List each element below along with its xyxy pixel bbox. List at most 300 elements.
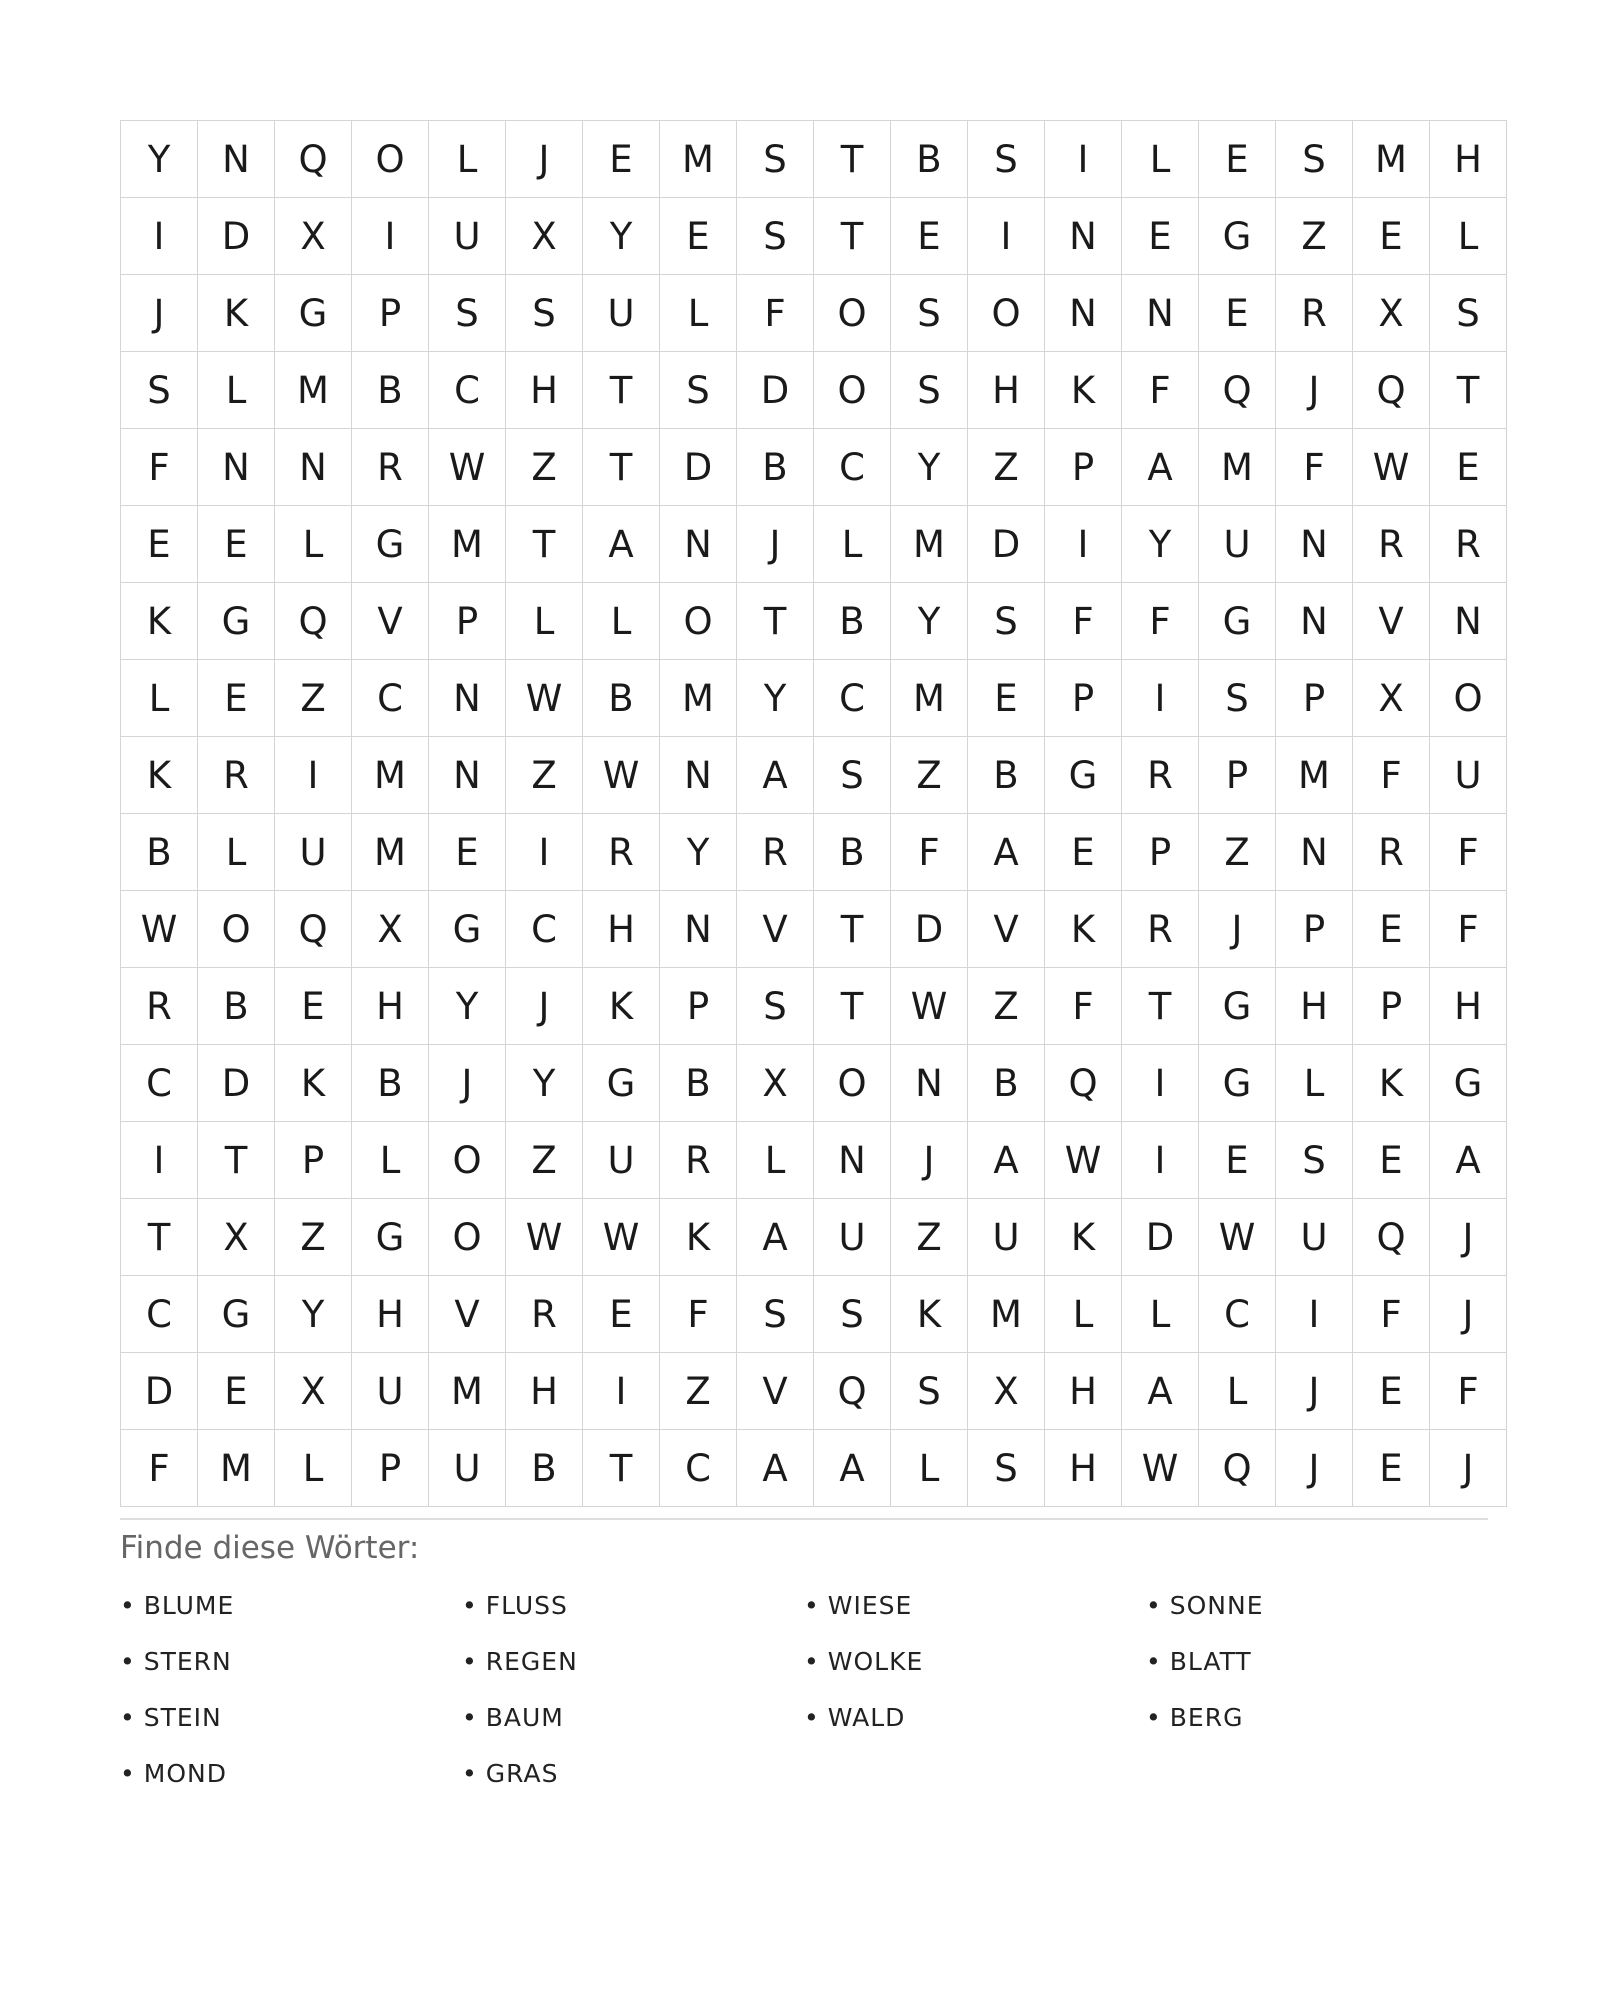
grid-cell[interactable]: K xyxy=(1045,352,1122,429)
grid-cell[interactable]: J xyxy=(1430,1430,1507,1507)
grid-cell[interactable]: P xyxy=(352,1430,429,1507)
grid-cell[interactable]: T xyxy=(121,1199,198,1276)
grid-cell[interactable]: M xyxy=(1353,121,1430,198)
grid-cell[interactable]: N xyxy=(814,1122,891,1199)
grid-cell[interactable]: K xyxy=(198,275,275,352)
grid-cell[interactable]: A xyxy=(737,1430,814,1507)
grid-cell[interactable]: V xyxy=(352,583,429,660)
grid-cell[interactable]: Q xyxy=(275,583,352,660)
grid-cell[interactable]: V xyxy=(737,1353,814,1430)
grid-cell[interactable]: I xyxy=(1045,121,1122,198)
grid-cell[interactable]: L xyxy=(275,1430,352,1507)
grid-cell[interactable]: I xyxy=(506,814,583,891)
grid-cell[interactable]: H xyxy=(583,891,660,968)
grid-cell[interactable]: T xyxy=(737,583,814,660)
grid-cell[interactable]: Y xyxy=(429,968,506,1045)
grid-cell[interactable]: L xyxy=(1199,1353,1276,1430)
grid-cell[interactable]: Z xyxy=(506,1122,583,1199)
grid-cell[interactable]: P xyxy=(660,968,737,1045)
grid-cell[interactable]: L xyxy=(814,506,891,583)
grid-cell[interactable]: H xyxy=(352,1276,429,1353)
grid-cell[interactable]: Z xyxy=(1276,198,1353,275)
grid-cell[interactable]: G xyxy=(198,583,275,660)
grid-cell[interactable]: T xyxy=(1430,352,1507,429)
grid-cell[interactable]: Z xyxy=(660,1353,737,1430)
grid-cell[interactable]: B xyxy=(814,814,891,891)
grid-cell[interactable]: I xyxy=(121,1122,198,1199)
grid-cell[interactable]: N xyxy=(660,737,737,814)
grid-cell[interactable]: T xyxy=(1122,968,1199,1045)
grid-cell[interactable]: M xyxy=(429,506,506,583)
grid-cell[interactable]: O xyxy=(814,1045,891,1122)
grid-cell[interactable]: E xyxy=(891,198,968,275)
grid-cell[interactable]: O xyxy=(660,583,737,660)
grid-cell[interactable]: E xyxy=(583,121,660,198)
grid-cell[interactable]: U xyxy=(583,275,660,352)
grid-cell[interactable]: J xyxy=(1430,1276,1507,1353)
grid-cell[interactable]: Z xyxy=(891,737,968,814)
grid-cell[interactable]: X xyxy=(506,198,583,275)
grid-cell[interactable]: F xyxy=(891,814,968,891)
grid-cell[interactable]: R xyxy=(1122,737,1199,814)
grid-cell[interactable]: S xyxy=(968,121,1045,198)
grid-cell[interactable]: A xyxy=(814,1430,891,1507)
grid-cell[interactable]: O xyxy=(429,1122,506,1199)
grid-cell[interactable]: T xyxy=(814,968,891,1045)
grid-cell[interactable]: S xyxy=(814,1276,891,1353)
grid-cell[interactable]: K xyxy=(1045,891,1122,968)
grid-cell[interactable]: F xyxy=(660,1276,737,1353)
grid-cell[interactable]: C xyxy=(660,1430,737,1507)
grid-cell[interactable]: G xyxy=(1199,1045,1276,1122)
grid-cell[interactable]: I xyxy=(1045,506,1122,583)
grid-cell[interactable]: G xyxy=(429,891,506,968)
grid-cell[interactable]: M xyxy=(660,121,737,198)
grid-cell[interactable]: Y xyxy=(275,1276,352,1353)
grid-cell[interactable]: K xyxy=(121,583,198,660)
grid-cell[interactable]: D xyxy=(198,1045,275,1122)
grid-cell[interactable]: F xyxy=(1353,1276,1430,1353)
grid-cell[interactable]: X xyxy=(198,1199,275,1276)
grid-cell[interactable]: S xyxy=(660,352,737,429)
grid-cell[interactable]: W xyxy=(506,1199,583,1276)
grid-cell[interactable]: S xyxy=(1199,660,1276,737)
grid-cell[interactable]: O xyxy=(814,352,891,429)
grid-cell[interactable]: H xyxy=(1430,121,1507,198)
grid-cell[interactable]: Z xyxy=(275,1199,352,1276)
grid-cell[interactable]: C xyxy=(352,660,429,737)
grid-cell[interactable]: S xyxy=(737,121,814,198)
grid-cell[interactable]: I xyxy=(1276,1276,1353,1353)
grid-cell[interactable]: U xyxy=(583,1122,660,1199)
grid-cell[interactable]: O xyxy=(1430,660,1507,737)
grid-cell[interactable]: L xyxy=(275,506,352,583)
grid-cell[interactable]: V xyxy=(1353,583,1430,660)
grid-cell[interactable]: M xyxy=(968,1276,1045,1353)
grid-cell[interactable]: U xyxy=(814,1199,891,1276)
grid-cell[interactable]: R xyxy=(121,968,198,1045)
grid-cell[interactable]: J xyxy=(1276,1430,1353,1507)
grid-cell[interactable]: O xyxy=(352,121,429,198)
grid-cell[interactable]: E xyxy=(198,506,275,583)
grid-cell[interactable]: J xyxy=(1199,891,1276,968)
grid-cell[interactable]: G xyxy=(198,1276,275,1353)
grid-cell[interactable]: E xyxy=(1199,275,1276,352)
grid-cell[interactable]: W xyxy=(583,1199,660,1276)
grid-cell[interactable]: S xyxy=(506,275,583,352)
grid-cell[interactable]: S xyxy=(891,275,968,352)
grid-cell[interactable]: F xyxy=(121,429,198,506)
grid-cell[interactable]: U xyxy=(275,814,352,891)
grid-cell[interactable]: N xyxy=(1276,814,1353,891)
grid-cell[interactable]: T xyxy=(198,1122,275,1199)
grid-cell[interactable]: J xyxy=(506,121,583,198)
grid-cell[interactable]: A xyxy=(1122,1353,1199,1430)
grid-cell[interactable]: C xyxy=(121,1276,198,1353)
grid-cell[interactable]: R xyxy=(1430,506,1507,583)
grid-cell[interactable]: W xyxy=(1122,1430,1199,1507)
grid-cell[interactable]: V xyxy=(737,891,814,968)
grid-cell[interactable]: L xyxy=(1430,198,1507,275)
grid-cell[interactable]: U xyxy=(968,1199,1045,1276)
grid-cell[interactable]: S xyxy=(429,275,506,352)
grid-cell[interactable]: L xyxy=(429,121,506,198)
grid-cell[interactable]: P xyxy=(1045,660,1122,737)
grid-cell[interactable]: H xyxy=(506,352,583,429)
grid-cell[interactable]: Y xyxy=(121,121,198,198)
grid-cell[interactable]: I xyxy=(968,198,1045,275)
grid-cell[interactable]: M xyxy=(198,1430,275,1507)
grid-cell[interactable]: F xyxy=(737,275,814,352)
grid-cell[interactable]: R xyxy=(1353,814,1430,891)
grid-cell[interactable]: Y xyxy=(1122,506,1199,583)
grid-cell[interactable]: R xyxy=(1353,506,1430,583)
grid-cell[interactable]: A xyxy=(737,737,814,814)
grid-cell[interactable]: I xyxy=(583,1353,660,1430)
grid-cell[interactable]: W xyxy=(506,660,583,737)
grid-cell[interactable]: E xyxy=(1353,198,1430,275)
grid-cell[interactable]: H xyxy=(506,1353,583,1430)
grid-cell[interactable]: Y xyxy=(737,660,814,737)
grid-cell[interactable]: C xyxy=(814,660,891,737)
grid-cell[interactable]: D xyxy=(891,891,968,968)
grid-cell[interactable]: S xyxy=(891,352,968,429)
grid-cell[interactable]: O xyxy=(968,275,1045,352)
grid-cell[interactable]: S xyxy=(968,583,1045,660)
grid-cell[interactable]: N xyxy=(1430,583,1507,660)
grid-cell[interactable]: P xyxy=(1276,891,1353,968)
grid-cell[interactable]: N xyxy=(429,737,506,814)
grid-cell[interactable]: M xyxy=(1199,429,1276,506)
grid-cell[interactable]: F xyxy=(1430,891,1507,968)
grid-cell[interactable]: T xyxy=(506,506,583,583)
grid-cell[interactable]: J xyxy=(891,1122,968,1199)
grid-cell[interactable]: Y xyxy=(660,814,737,891)
grid-cell[interactable]: N xyxy=(1045,275,1122,352)
grid-cell[interactable]: H xyxy=(1276,968,1353,1045)
grid-cell[interactable]: T xyxy=(814,198,891,275)
grid-cell[interactable]: N xyxy=(660,891,737,968)
grid-cell[interactable]: W xyxy=(891,968,968,1045)
grid-cell[interactable]: N xyxy=(1122,275,1199,352)
grid-cell[interactable]: M xyxy=(429,1353,506,1430)
grid-cell[interactable]: Y xyxy=(891,429,968,506)
grid-cell[interactable]: E xyxy=(583,1276,660,1353)
grid-cell[interactable]: I xyxy=(1122,1122,1199,1199)
grid-cell[interactable]: Z xyxy=(275,660,352,737)
grid-cell[interactable]: F xyxy=(1276,429,1353,506)
grid-cell[interactable]: W xyxy=(1353,429,1430,506)
grid-cell[interactable]: Q xyxy=(275,891,352,968)
grid-cell[interactable]: D xyxy=(1122,1199,1199,1276)
grid-cell[interactable]: A xyxy=(968,1122,1045,1199)
grid-cell[interactable]: R xyxy=(583,814,660,891)
grid-cell[interactable]: U xyxy=(352,1353,429,1430)
grid-cell[interactable]: N xyxy=(891,1045,968,1122)
grid-cell[interactable]: U xyxy=(1276,1199,1353,1276)
grid-cell[interactable]: D xyxy=(968,506,1045,583)
grid-cell[interactable]: B xyxy=(968,737,1045,814)
grid-cell[interactable]: X xyxy=(352,891,429,968)
grid-cell[interactable]: K xyxy=(1353,1045,1430,1122)
grid-cell[interactable]: L xyxy=(891,1430,968,1507)
grid-cell[interactable]: R xyxy=(352,429,429,506)
grid-cell[interactable]: S xyxy=(737,198,814,275)
grid-cell[interactable]: J xyxy=(121,275,198,352)
grid-cell[interactable]: E xyxy=(121,506,198,583)
grid-cell[interactable]: B xyxy=(352,352,429,429)
grid-cell[interactable]: T xyxy=(583,352,660,429)
grid-cell[interactable]: B xyxy=(198,968,275,1045)
grid-cell[interactable]: G xyxy=(1430,1045,1507,1122)
grid-cell[interactable]: K xyxy=(121,737,198,814)
grid-cell[interactable]: L xyxy=(737,1122,814,1199)
grid-cell[interactable]: B xyxy=(352,1045,429,1122)
grid-cell[interactable]: Z xyxy=(891,1199,968,1276)
grid-cell[interactable]: Y xyxy=(583,198,660,275)
grid-cell[interactable]: O xyxy=(814,275,891,352)
grid-cell[interactable]: E xyxy=(660,198,737,275)
grid-cell[interactable]: T xyxy=(814,891,891,968)
grid-cell[interactable]: J xyxy=(737,506,814,583)
grid-cell[interactable]: G xyxy=(583,1045,660,1122)
grid-cell[interactable]: X xyxy=(1353,275,1430,352)
grid-cell[interactable]: M xyxy=(660,660,737,737)
grid-cell[interactable]: B xyxy=(660,1045,737,1122)
grid-cell[interactable]: E xyxy=(1353,1430,1430,1507)
grid-cell[interactable]: X xyxy=(275,1353,352,1430)
grid-cell[interactable]: I xyxy=(1122,1045,1199,1122)
grid-cell[interactable]: N xyxy=(198,121,275,198)
grid-cell[interactable]: X xyxy=(275,198,352,275)
grid-cell[interactable]: L xyxy=(1122,121,1199,198)
grid-cell[interactable]: Q xyxy=(1353,1199,1430,1276)
grid-cell[interactable]: C xyxy=(121,1045,198,1122)
grid-cell[interactable]: P xyxy=(1199,737,1276,814)
grid-cell[interactable]: M xyxy=(275,352,352,429)
grid-cell[interactable]: X xyxy=(1353,660,1430,737)
grid-cell[interactable]: K xyxy=(583,968,660,1045)
grid-cell[interactable]: J xyxy=(1276,352,1353,429)
grid-cell[interactable]: D xyxy=(660,429,737,506)
grid-cell[interactable]: L xyxy=(198,814,275,891)
grid-cell[interactable]: N xyxy=(1276,583,1353,660)
grid-cell[interactable]: H xyxy=(968,352,1045,429)
grid-cell[interactable]: J xyxy=(1276,1353,1353,1430)
grid-cell[interactable]: R xyxy=(737,814,814,891)
grid-cell[interactable]: L xyxy=(352,1122,429,1199)
grid-cell[interactable]: E xyxy=(1199,1122,1276,1199)
grid-cell[interactable]: S xyxy=(121,352,198,429)
grid-cell[interactable]: C xyxy=(1199,1276,1276,1353)
grid-cell[interactable]: N xyxy=(660,506,737,583)
grid-cell[interactable]: N xyxy=(1276,506,1353,583)
grid-cell[interactable]: P xyxy=(275,1122,352,1199)
grid-cell[interactable]: Q xyxy=(275,121,352,198)
grid-cell[interactable]: G xyxy=(1199,968,1276,1045)
grid-cell[interactable]: B xyxy=(891,121,968,198)
grid-cell[interactable]: G xyxy=(1199,198,1276,275)
grid-cell[interactable]: B xyxy=(506,1430,583,1507)
grid-cell[interactable]: P xyxy=(1045,429,1122,506)
grid-cell[interactable]: M xyxy=(352,814,429,891)
grid-cell[interactable]: N xyxy=(1045,198,1122,275)
grid-cell[interactable]: V xyxy=(968,891,1045,968)
grid-cell[interactable]: W xyxy=(1045,1122,1122,1199)
grid-cell[interactable]: H xyxy=(1045,1353,1122,1430)
grid-cell[interactable]: S xyxy=(1276,121,1353,198)
grid-cell[interactable]: E xyxy=(1199,121,1276,198)
grid-cell[interactable]: L xyxy=(660,275,737,352)
grid-cell[interactable]: H xyxy=(1430,968,1507,1045)
grid-cell[interactable]: L xyxy=(506,583,583,660)
grid-cell[interactable]: N xyxy=(275,429,352,506)
grid-cell[interactable]: B xyxy=(737,429,814,506)
grid-cell[interactable]: S xyxy=(1430,275,1507,352)
grid-cell[interactable]: E xyxy=(1122,198,1199,275)
grid-cell[interactable]: L xyxy=(121,660,198,737)
grid-cell[interactable]: I xyxy=(121,198,198,275)
grid-cell[interactable]: S xyxy=(737,1276,814,1353)
grid-cell[interactable]: C xyxy=(429,352,506,429)
grid-cell[interactable]: R xyxy=(1276,275,1353,352)
grid-cell[interactable]: W xyxy=(1199,1199,1276,1276)
grid-cell[interactable]: L xyxy=(1276,1045,1353,1122)
grid-cell[interactable]: X xyxy=(737,1045,814,1122)
grid-cell[interactable]: V xyxy=(429,1276,506,1353)
grid-cell[interactable]: T xyxy=(814,121,891,198)
grid-cell[interactable]: U xyxy=(1430,737,1507,814)
grid-cell[interactable]: G xyxy=(275,275,352,352)
grid-cell[interactable]: U xyxy=(429,1430,506,1507)
grid-cell[interactable]: Z xyxy=(968,968,1045,1045)
grid-cell[interactable]: F xyxy=(1430,1353,1507,1430)
grid-cell[interactable]: F xyxy=(1045,968,1122,1045)
grid-cell[interactable]: K xyxy=(891,1276,968,1353)
grid-cell[interactable]: O xyxy=(429,1199,506,1276)
grid-cell[interactable]: H xyxy=(1045,1430,1122,1507)
grid-cell[interactable]: S xyxy=(814,737,891,814)
grid-cell[interactable]: T xyxy=(583,1430,660,1507)
grid-cell[interactable]: P xyxy=(352,275,429,352)
grid-cell[interactable]: S xyxy=(737,968,814,1045)
grid-cell[interactable]: G xyxy=(1199,583,1276,660)
grid-cell[interactable]: R xyxy=(506,1276,583,1353)
grid-cell[interactable]: B xyxy=(583,660,660,737)
grid-cell[interactable]: Q xyxy=(1353,352,1430,429)
grid-cell[interactable]: P xyxy=(1122,814,1199,891)
grid-cell[interactable]: L xyxy=(1122,1276,1199,1353)
grid-cell[interactable]: L xyxy=(198,352,275,429)
grid-cell[interactable]: W xyxy=(583,737,660,814)
grid-cell[interactable]: P xyxy=(429,583,506,660)
grid-cell[interactable]: F xyxy=(1122,583,1199,660)
grid-cell[interactable]: Z xyxy=(1199,814,1276,891)
grid-cell[interactable]: C xyxy=(506,891,583,968)
grid-cell[interactable]: E xyxy=(968,660,1045,737)
grid-cell[interactable]: M xyxy=(352,737,429,814)
grid-cell[interactable]: Z xyxy=(506,429,583,506)
grid-cell[interactable]: R xyxy=(198,737,275,814)
grid-cell[interactable]: U xyxy=(1199,506,1276,583)
grid-cell[interactable]: A xyxy=(968,814,1045,891)
grid-cell[interactable]: U xyxy=(429,198,506,275)
grid-cell[interactable]: C xyxy=(814,429,891,506)
grid-cell[interactable]: J xyxy=(1430,1199,1507,1276)
grid-cell[interactable]: Q xyxy=(1199,1430,1276,1507)
grid-cell[interactable]: T xyxy=(583,429,660,506)
grid-cell[interactable]: P xyxy=(1276,660,1353,737)
grid-cell[interactable]: I xyxy=(352,198,429,275)
grid-cell[interactable]: O xyxy=(198,891,275,968)
grid-cell[interactable]: E xyxy=(198,1353,275,1430)
grid-cell[interactable]: S xyxy=(891,1353,968,1430)
grid-cell[interactable]: D xyxy=(198,198,275,275)
grid-cell[interactable]: E xyxy=(1353,1353,1430,1430)
grid-cell[interactable]: M xyxy=(891,506,968,583)
grid-cell[interactable]: F xyxy=(121,1430,198,1507)
grid-cell[interactable]: B xyxy=(814,583,891,660)
grid-cell[interactable]: N xyxy=(198,429,275,506)
grid-cell[interactable]: P xyxy=(1353,968,1430,1045)
grid-cell[interactable]: A xyxy=(1122,429,1199,506)
grid-cell[interactable]: D xyxy=(121,1353,198,1430)
grid-cell[interactable]: Q xyxy=(814,1353,891,1430)
grid-cell[interactable]: B xyxy=(968,1045,1045,1122)
grid-cell[interactable]: F xyxy=(1430,814,1507,891)
grid-cell[interactable]: A xyxy=(737,1199,814,1276)
grid-cell[interactable]: S xyxy=(968,1430,1045,1507)
grid-cell[interactable]: R xyxy=(1122,891,1199,968)
grid-cell[interactable]: A xyxy=(1430,1122,1507,1199)
grid-cell[interactable]: E xyxy=(275,968,352,1045)
grid-cell[interactable]: G xyxy=(352,1199,429,1276)
grid-cell[interactable]: E xyxy=(1353,1122,1430,1199)
grid-cell[interactable]: N xyxy=(429,660,506,737)
grid-cell[interactable]: L xyxy=(1045,1276,1122,1353)
grid-cell[interactable]: K xyxy=(275,1045,352,1122)
grid-cell[interactable]: F xyxy=(1045,583,1122,660)
grid-cell[interactable]: M xyxy=(1276,737,1353,814)
grid-cell[interactable]: Y xyxy=(891,583,968,660)
grid-cell[interactable]: G xyxy=(352,506,429,583)
grid-cell[interactable]: E xyxy=(198,660,275,737)
grid-cell[interactable]: S xyxy=(1276,1122,1353,1199)
grid-cell[interactable]: Z xyxy=(968,429,1045,506)
grid-cell[interactable]: I xyxy=(1122,660,1199,737)
grid-cell[interactable]: F xyxy=(1353,737,1430,814)
grid-cell[interactable]: W xyxy=(429,429,506,506)
